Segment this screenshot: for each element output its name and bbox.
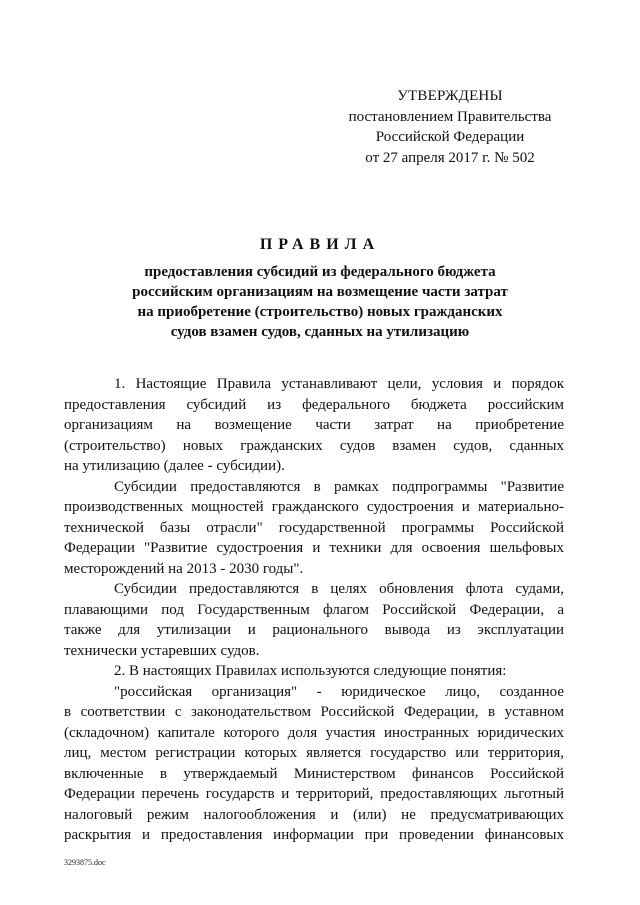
document-subtitle	[110, 262, 530, 342]
approval-line-3: от 27 апреля 2017 г. № 502	[365, 149, 535, 166]
body-line: также для утилизации и рационального вывода из эксплуатации	[64, 622, 564, 638]
body-line: Федерации "Развитие судостроения и техники для освоения шельфовых	[64, 540, 564, 556]
document-body	[64, 374, 564, 846]
body-line: (складочном) капитале которого доля участия иностранных юридических	[64, 724, 564, 741]
body-line: технической базы отрасли" государственной программы Российской	[64, 519, 564, 536]
approval-approved: УТВЕРЖДЕНЫ	[397, 88, 503, 104]
approval-block	[340, 86, 560, 168]
subtitle-line: на приобретение (строительство) новых гражданских	[137, 304, 503, 320]
subtitle-line: судов взамен судов, сданных на утилизацию	[170, 324, 470, 340]
body-line: месторождений на 2013 - 2030 годы".	[64, 560, 304, 577]
body-line: "российская организация" - юридическое лицо, созданное	[114, 683, 564, 700]
body-line: плавающими под Государственным флагом Российской Федерации, а	[64, 601, 564, 618]
document-title: ПРАВИЛА	[259, 236, 381, 253]
body-line: Субсидии предоставляются в рамках подпрограммы "Развитие	[114, 478, 564, 495]
body-line: Субсидии предоставляются в целях обновления флота судами,	[114, 581, 564, 597]
subtitle-line: предоставления субсидий из федерального бюджета	[144, 264, 496, 280]
body-line: организациям на возмещение части затрат на приобретение	[64, 417, 564, 433]
body-line: включенные в утверждаемый Министерством финансов Российской	[64, 765, 564, 782]
body-line: на утилизацию (далее - субсидии).	[64, 458, 285, 474]
body-line: технически устаревших судов.	[64, 642, 260, 659]
body-line: раскрытия и предоставления информации при проведении финансовых	[64, 827, 564, 843]
subtitle-line: российским организациям на возмещение части затрат	[132, 284, 508, 300]
file-code: 3293875.doc	[64, 858, 106, 867]
body-line: предоставления субсидий из федерального бюджета российским	[64, 396, 564, 413]
body-line: 1. Настоящие Правила устанавливают цели, условия и порядок	[114, 376, 564, 392]
body-line: 2. В настоящих Правилах используются следующие понятия:	[114, 663, 507, 679]
body-line: (строительство) новых гражданских судов взамен судов, сданных	[64, 437, 564, 454]
body-line: производственных мощностей гражданского судостроения и материально-	[64, 499, 564, 515]
body-line: Федерации перечень государств и территорий, предоставляющих льготный	[64, 786, 564, 802]
body-line: налоговый режим налогообложения и (или) не предусматривающих	[64, 806, 564, 823]
approval-line-2: Российской Федерации	[375, 129, 525, 145]
approval-line-1: постановлением Правительства	[348, 108, 552, 125]
body-line: лиц, местом регистрации которых является государство или территория,	[64, 745, 564, 761]
body-line: в соответствии с законодательством Российской Федерации, в уставном	[64, 704, 564, 720]
